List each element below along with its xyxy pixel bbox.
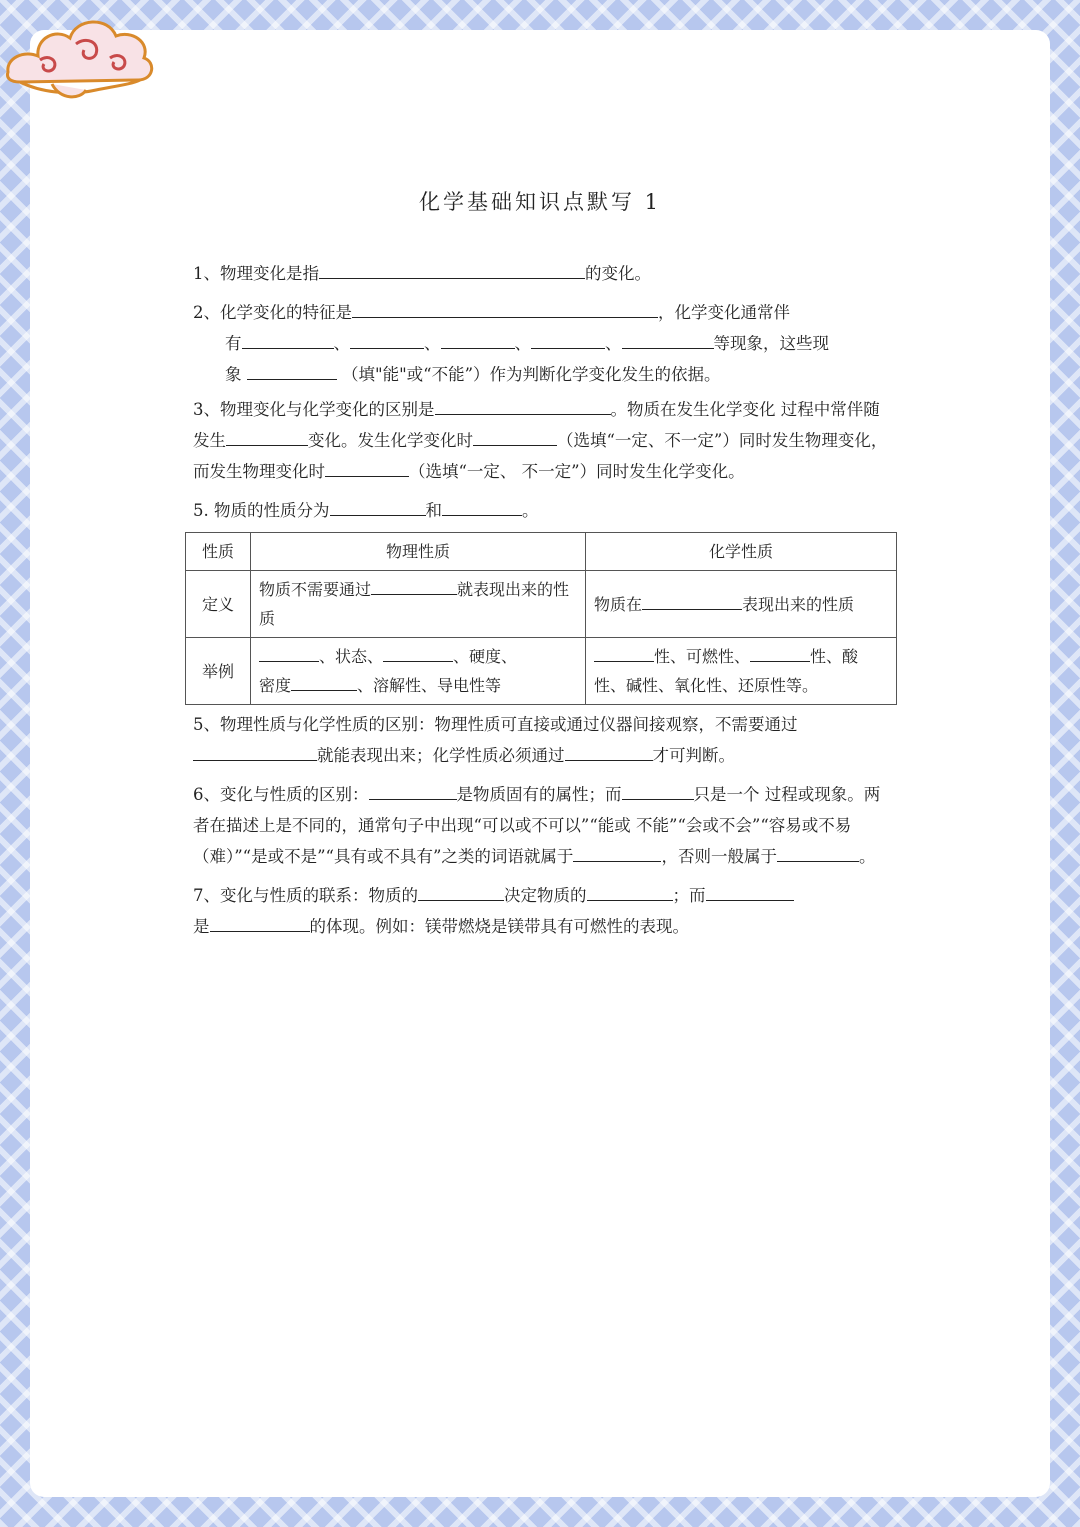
q2-blank-7 [247,361,337,380]
table-row-definition [186,571,897,638]
q1-blank-1 [319,260,585,279]
table-header-physical: 物理性质 [251,533,586,571]
q7-blank-2 [587,882,673,901]
q2-blank-2 [242,330,334,349]
q2-blank-1 [352,299,658,318]
property-table [185,532,897,705]
chem-def-text-a: 物质在 [594,594,643,614]
q7-text-a: 7、变化与性质的联系：物质的 [193,886,418,905]
q6-text-e: 。 [858,847,876,866]
phys-ex-blank-1 [259,643,319,662]
table-header-chemical: 化学性质 [586,533,897,571]
phys-def-blank [371,576,457,595]
q1-text-b: 的变化。 [585,264,651,283]
q3-text-b: 。物质在发生化学变化 过程中常伴随发生 [193,400,880,450]
q1-text-a: 1、物理变化是指 [193,264,319,283]
q5b-text-c: 才可判断。 [652,746,735,765]
q5-text-b: 和 [425,501,442,520]
q6-blank-3 [573,843,661,862]
q2-blank-3 [350,330,424,349]
q3-text-d: （选填“一定、不一定”）同时发生物理变化，而发生物理变化时 [193,431,888,481]
q2-blank-5 [531,330,605,349]
q2-sep-4: 、 [605,334,622,353]
question-5b [193,709,893,771]
q5-text-c: 。 [522,501,539,520]
q2-text-g: （填"能"或“不能”）作为判断化学变化发生的依据。 [342,365,721,384]
q6-text-c: 只是一个 过程或现象。两者在描述上是不同的，通常句子中出现“可以或不可以”“能或 不能”“会或不会”“容易或不易（难）”“是或不是”“具有或不具有”之类的词语就属于 [193,785,881,866]
worksheet-body [193,258,893,950]
q6-text-b: 是物质固有的属性；而 [456,785,622,804]
q3-text-a: 3、物理变化与化学变化的区别是 [193,400,435,419]
question-1 [193,258,893,289]
q7-text-b: 决定物质的 [504,886,587,905]
chem-ex-blank-1 [594,643,654,662]
table-row-examples [186,638,897,705]
cell-physical-examples [251,638,586,705]
q3-blank-4 [325,458,409,477]
q2-sep-3: 、 [514,334,531,353]
q5-blank-1 [330,497,426,516]
q7-blank-4 [210,913,310,932]
q6-blank-2 [622,781,694,800]
phys-ex-text-c: 密度 [259,676,292,695]
question-7 [193,880,893,942]
q2-text-c: 有 [225,334,242,353]
question-2 [193,297,893,390]
q3-text-e: （选填“一定、 不一定”）同时发生化学变化。 [409,462,745,481]
chem-ex-text-b: 性、酸性、碱性、氧化性、还原性等。 [594,647,859,695]
q3-blank-2 [226,427,308,446]
q3-blank-1 [435,396,611,415]
q2-sep-2: 、 [424,334,441,353]
table-header-label: 性质 [186,533,251,571]
q7-blank-3 [706,882,794,901]
cell-physical-definition [251,571,586,638]
q7-text-d: 是 [193,917,210,936]
q6-text-d: ，否则一般属于 [661,847,777,866]
phys-ex-text-d: 、溶解性、导电性等 [357,676,502,695]
question-6 [193,779,893,872]
q5b-text-b: 就能表现出来；化学性质必须通过 [317,746,565,765]
question-3 [193,394,893,487]
q6-text-a: 6、变化与性质的区别： [193,785,369,804]
q6-blank-4 [777,843,859,862]
q3-blank-3 [473,427,557,446]
q7-blank-1 [418,882,504,901]
phys-ex-blank-3 [291,672,357,691]
q2-text-a: 2、化学变化的特征是 [193,303,352,322]
q3-text-c: 变化。发生化学变化时 [308,431,473,450]
q6-blank-1 [369,781,457,800]
chem-def-text-b: 表现出来的性质 [742,594,855,614]
page-title: 化学基础知识点默写 1 [418,190,662,214]
chem-ex-text-a: 性、可燃性、 [654,647,751,666]
chem-def-blank [642,591,742,610]
q5b-blank-1 [193,742,317,761]
q7-text-c: ；而 [672,886,706,905]
q5-text-a: 5. 物质的性质分为 [193,501,330,520]
cell-chemical-examples [586,638,897,705]
q2-text-b: ，化学变化通常伴 [658,303,790,322]
question-5 [193,495,893,526]
phys-ex-text-a: 、状态、 [319,647,384,666]
q2-blank-6 [622,330,714,349]
q7-text-e: 的体现。例如：镁带燃烧是镁带具有可燃性的表现。 [309,917,689,936]
phys-ex-blank-2 [383,643,453,662]
q5b-blank-2 [565,742,653,761]
table-header-row [186,533,897,571]
q2-text-e: 等现象，这些现 [713,334,829,353]
q2-blank-4 [441,330,515,349]
phys-def-text-a: 物质不需要通过 [259,580,372,599]
q5b-text-a: 5、物理性质与化学性质的区别：物理性质可直接或通过仪器间接观察，不需要通过 [193,715,798,734]
phys-ex-text-b: 、硬度、 [453,647,518,666]
q5-blank-2 [442,497,522,516]
row-label-definition: 定义 [186,571,251,638]
phys-def-text-b: 就表现出来的性质 [259,580,570,628]
q2-text-f: 象 [225,365,242,384]
chem-ex-blank-2 [750,643,810,662]
q2-sep-1: 、 [333,334,350,353]
cell-chemical-definition [586,571,897,638]
cloud-ornament-icon [0,0,160,110]
row-label-examples: 举例 [186,638,251,705]
